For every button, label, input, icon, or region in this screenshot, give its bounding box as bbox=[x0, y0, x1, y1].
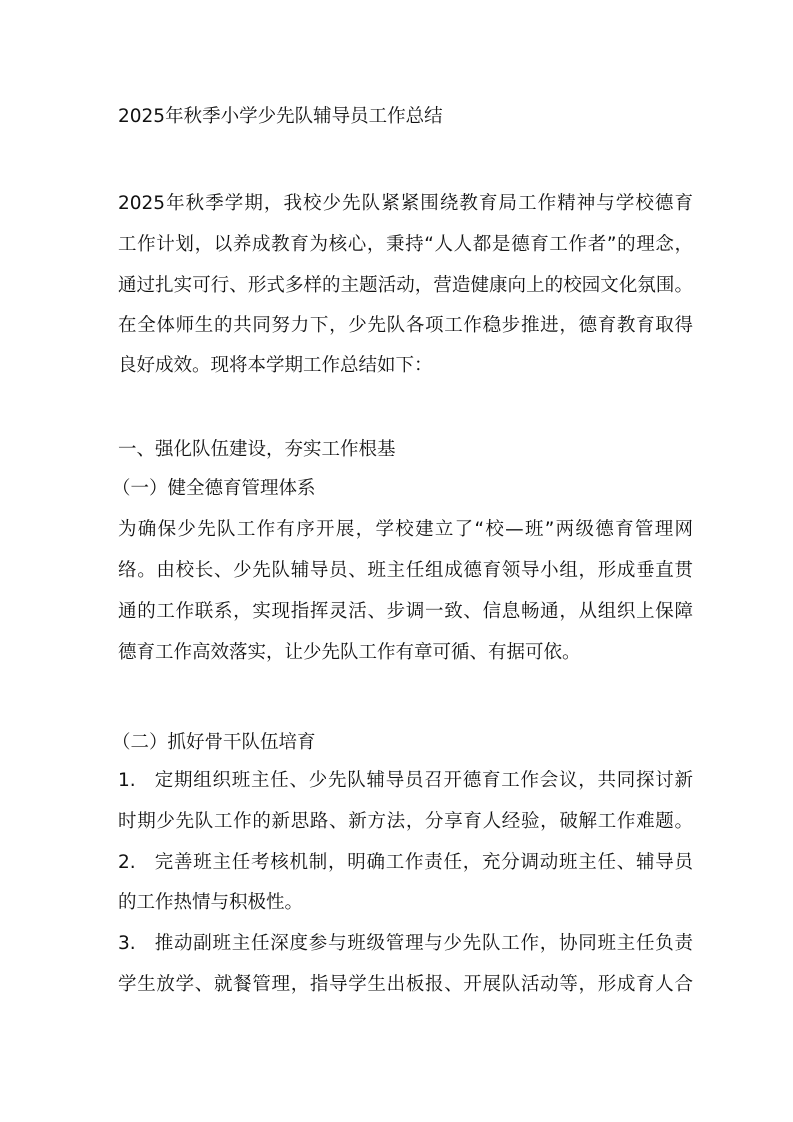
section-heading: 一、强化队伍建设，夯实工作根基 bbox=[118, 439, 396, 460]
paragraph-line: 通的工作联系，实现指挥灵活、步调一致、信息畅通，从组织上保障 bbox=[118, 601, 693, 622]
intro-line: 2025年秋季学期，我校少先队紧紧围绕教育局工作精神与学校德育 bbox=[118, 193, 693, 214]
intro-line: 良好成效。现将本学期工作总结如下： bbox=[118, 355, 433, 376]
list-text: 推动副班主任深度参与班级管理与少先队工作，协同班主任负责 bbox=[154, 933, 693, 954]
intro-line: 在全体师生的共同努力下，少先队各项工作稳步推进，德育教育取得 bbox=[118, 315, 693, 336]
intro-line: 工作计划，以养成教育为核心，秉持“人人都是德育工作者”的理念， bbox=[118, 234, 693, 255]
list-item-continued: 的工作热情与积极性。 bbox=[118, 892, 304, 913]
paragraph-line: 络。由校长、少先队辅导员、班主任组成德育领导小组，形成垂直贯 bbox=[118, 560, 693, 581]
list-number: 1. bbox=[118, 770, 136, 791]
list-item-continued: 时期少先队工作的新思路、新方法，分享育人经验，破解工作难题。 bbox=[118, 811, 693, 832]
paragraph-line: 为确保少先队工作有序开展，学校建立了“校—班”两级德育管理网 bbox=[118, 519, 693, 540]
list-number: 3. bbox=[118, 933, 136, 954]
list-item bbox=[118, 769, 693, 793]
list-number: 2. bbox=[118, 852, 136, 873]
list-text: 定期组织班主任、少先队辅导员召开德育工作会议，共同探讨新 bbox=[154, 770, 693, 791]
list-text: 完善班主任考核机制，明确工作责任，充分调动班主任、辅导员 bbox=[154, 852, 693, 873]
list-item-continued: 学生放学、就餐管理，指导学生出板报、开展队活动等，形成育人合 bbox=[118, 974, 693, 995]
paragraph-line: 德育工作高效落实，让少先队工作有章可循、有据可依。 bbox=[118, 642, 581, 663]
list-item bbox=[118, 851, 693, 875]
intro-line: 通过扎实可行、形式多样的主题活动，营造健康向上的校园文化氛围。 bbox=[118, 275, 693, 296]
subsection-heading: （一）健全德育管理体系 bbox=[112, 478, 316, 499]
list-item bbox=[118, 932, 693, 956]
subsection-heading: （二）抓好骨干队伍培育 bbox=[112, 732, 316, 753]
document-title: 2025年秋季小学少先队辅导员工作总结 bbox=[118, 106, 443, 127]
